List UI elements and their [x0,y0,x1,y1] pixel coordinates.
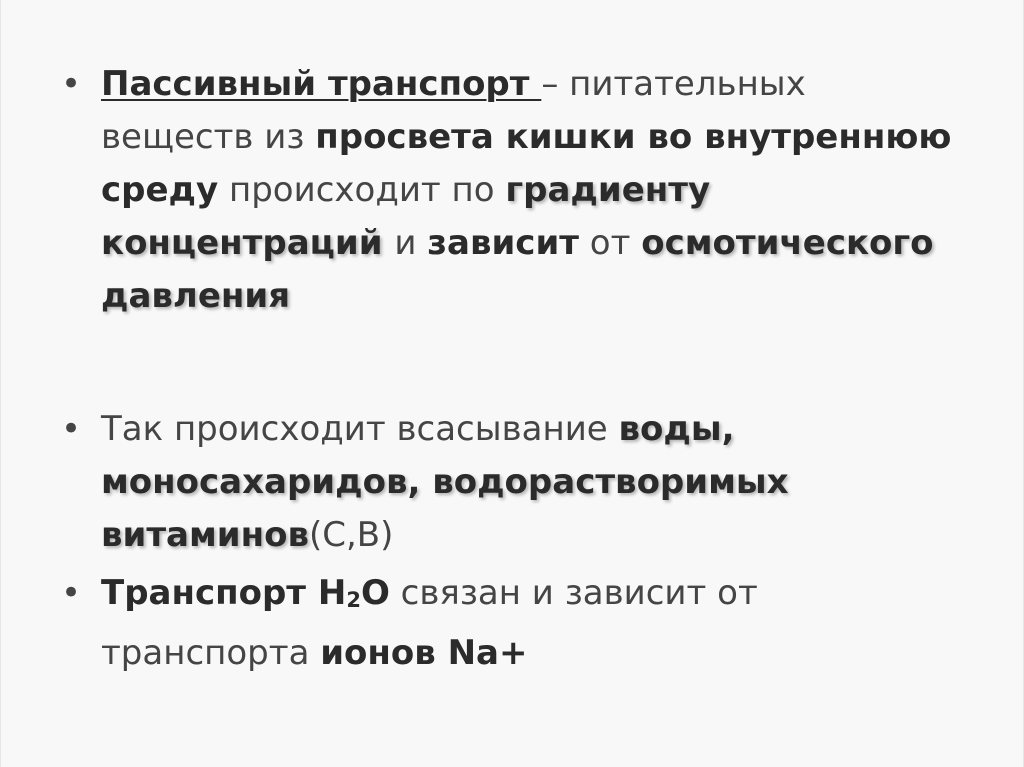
text-run: и [394,223,428,263]
text-run: от [579,223,642,263]
bullet-item-absorption [61,403,961,562]
text-run: связан и зависит от транспорта [101,573,758,673]
bullet-list [61,58,961,680]
bullet-dot-icon: • [61,64,82,104]
term-concentration-gradient: градиенту концентраций [101,170,711,263]
term-sodium-ions: ионов Na+ [320,633,528,673]
term-osmotic-pressure: осмотического давления [101,223,934,316]
bullet-dot-icon: • [61,573,82,613]
term-depends: зависит [427,223,579,263]
text-run: происходит по [218,170,506,210]
term-passive-transport: Пассивный транспорт [101,64,542,104]
term-absorbed-substances: воды, моносахаридов, водорастворимых витаминов [101,409,789,555]
text-run: – питательных веществ из [101,64,806,157]
bullet-item-water-transport [61,567,961,680]
bullet-dot-icon: • [61,409,82,449]
term-water-o: O [360,573,390,613]
text-run: Так происходит всасывание [101,409,619,449]
term-intestinal-lumen: просвета кишки во внутреннюю среду [101,117,952,210]
bullet-item-passive-transport [61,58,961,323]
text-run: (С,В) [308,515,394,555]
subscript-2: 2 [346,588,361,612]
term-water-transport: Транспорт H [101,573,347,613]
